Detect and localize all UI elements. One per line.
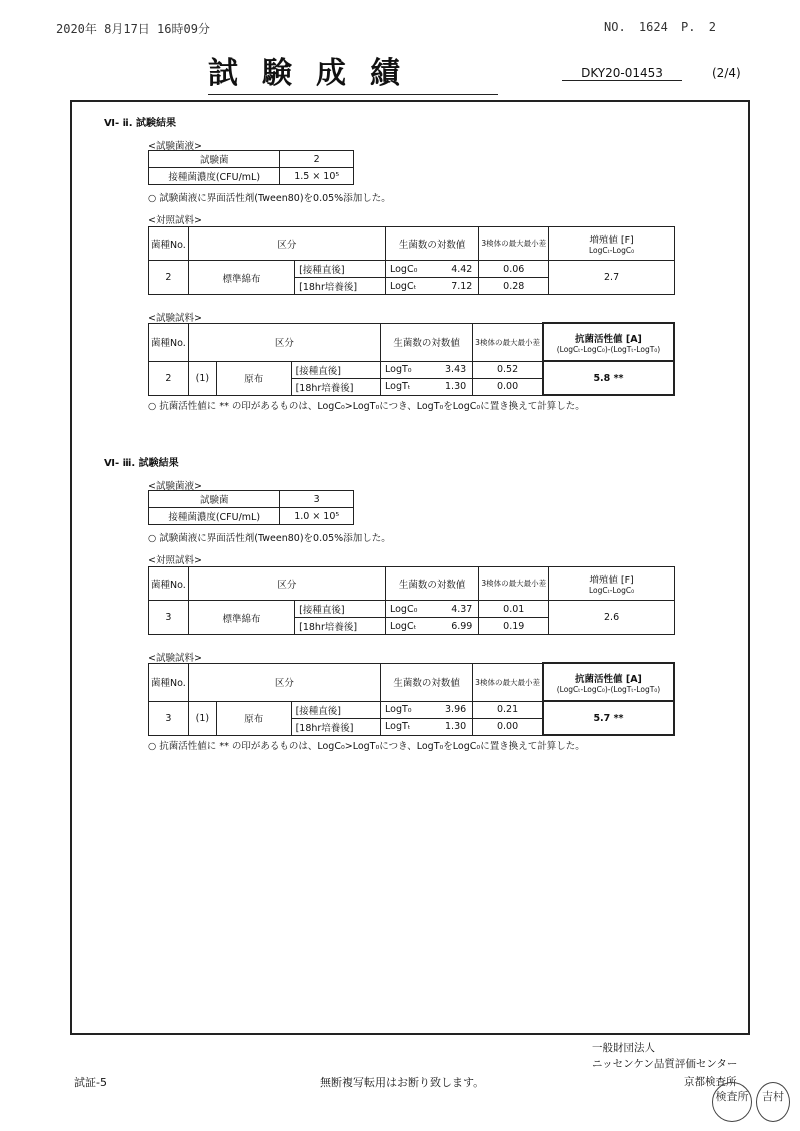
log-value: 4.42 [451,263,473,275]
sample-name: 標準綿布 [188,601,294,635]
growth-title: 増殖値 [F] [589,575,634,586]
growth-formula: LogCₜ-LogC₀ [588,586,635,595]
issuer-line-2: ニッセンケン品質評価センター [592,1058,738,1070]
activity-note: ○ 抗菌活性値に ** の印があるものは、LogC₀>LogT₀につき、LogT₀をLogC₀に置き換えて計算した。 [148,401,585,412]
inoculum-label: <試験菌液> [148,141,202,152]
control-label: <対照試料> [148,215,202,226]
log-value: 4.37 [451,603,473,615]
log-value: 1.30 [445,721,467,732]
test-bacteria-label: 試験菌 [149,491,280,508]
header-log-count: 生菌数の対数値 [381,323,473,361]
timing-after: [18hr培養後] [291,718,380,735]
log-value: 6.99 [451,620,473,632]
fax-number: NO. 1624 [604,20,668,34]
activity-title: 抗菌活性値 [A] [575,673,642,685]
test-label: <試験試料> [148,653,202,664]
log-value: 7.12 [451,280,473,292]
page-title: 試験成績 [208,48,498,95]
header-category: 区分 [188,227,385,261]
inoculum-note: ○ 試験菌液に界面活性剤(Tween80)を0.05%添加した。 [148,193,391,204]
document-number: DKY20-01453 [562,66,682,81]
activity-title: 抗菌活性値 [A] [575,333,642,345]
growth-value: 2.6 [549,601,675,635]
header-no: 菌種No. [149,227,189,261]
header-activity [543,663,674,701]
diff-after: 0.00 [473,378,543,395]
sample-name: 原布 [216,701,291,735]
header-activity [543,323,674,361]
growth-formula: LogCₜ-LogC₀ [588,246,635,255]
inoculum-table [148,150,354,185]
personal-seal-icon: 吉村 [756,1082,790,1122]
inoculum-label: <試験菌液> [148,481,202,492]
test-table [148,662,675,736]
timing-after: [18hr培養後] [295,618,386,635]
log-label: LogCₜ [389,620,417,632]
header-log-count: 生菌数の対数値 [385,567,478,601]
header-log-count: 生菌数の対数値 [385,227,478,261]
growth-value: 2.7 [549,261,675,295]
header-log-count: 生菌数の対数値 [381,663,473,701]
log-value: 1.30 [445,381,467,392]
growth-title: 増殖値 [F] [589,235,634,246]
activity-formula: (LogCₜ-LogC₀)-(LogTₜ-LogT₀) [556,684,661,694]
log-label: LogT₀ [385,364,412,375]
log-cell-after [385,618,478,635]
log-label: LogTₜ [385,721,411,732]
header-growth [549,567,675,601]
log-label: LogCₜ [389,280,417,292]
copy-notice: 無断複写転用はお断り致します。 [320,1076,485,1089]
control-table [148,226,675,295]
activity-note: ○ 抗菌活性値に ** の印があるものは、LogC₀>LogT₀につき、LogT₀をLogC₀に置き換えて計算した。 [148,741,585,752]
header-diff: 3検体の最大最小差 [473,663,543,701]
test-bacteria-value: 2 [280,151,354,168]
header-diff: 3検体の最大最小差 [473,323,543,361]
log-value: 3.43 [445,364,467,375]
inoculum-concentration-label: 接種菌濃度(CFU/mL) [149,168,280,185]
header-diff: 3検体の最大最小差 [479,567,549,601]
test-bacteria-label: 試験菌 [149,151,280,168]
timing-initial: [接種直後] [295,601,386,618]
control-table [148,566,675,635]
test-bacteria-value: 3 [280,491,354,508]
species-no: 3 [149,701,189,735]
inoculum-concentration-label: 接種菌濃度(CFU/mL) [149,508,280,525]
timing-after: [18hr培養後] [291,378,380,395]
timing-initial: [接種直後] [291,701,380,718]
log-cell-after [381,378,473,395]
log-cell-initial [381,361,473,378]
header-category: 区分 [188,663,380,701]
timing-after: [18hr培養後] [295,278,386,295]
sample-index: (1) [188,701,216,735]
log-cell-initial [385,601,478,618]
log-label: LogC₀ [389,603,418,615]
header-category: 区分 [188,567,385,601]
diff-initial: 0.52 [473,361,543,378]
activity-value: 5.7 ** [543,701,674,735]
fax-page: P. 2 [681,20,716,34]
log-cell-initial [385,261,478,278]
log-cell-after [381,718,473,735]
sample-name: 原布 [216,361,291,395]
diff-after: 0.00 [473,718,543,735]
activity-formula: (LogCₜ-LogC₀)-(LogTₜ-LogT₀) [556,344,661,354]
diff-after: 0.28 [479,278,549,295]
species-no: 2 [149,361,189,395]
header-no: 菌種No. [149,323,189,361]
log-cell-initial [381,701,473,718]
log-label: LogC₀ [389,263,418,275]
report-frame [70,100,750,1035]
test-table [148,322,675,396]
inoculum-table [148,490,354,525]
diff-initial: 0.01 [479,601,549,618]
inspection-seal-icon: 検査所 [712,1082,752,1122]
log-value: 3.96 [445,704,467,715]
fax-page-info [604,20,716,34]
form-id: 試証-5 [74,1076,107,1089]
header-no: 菌種No. [149,663,189,701]
control-label: <対照試料> [148,555,202,566]
issuer-line-3: 京都検査所 [684,1076,737,1088]
log-label: LogTₜ [385,381,411,392]
sample-index: (1) [188,361,216,395]
sample-name: 標準綿布 [188,261,294,295]
inoculum-note: ○ 試験菌液に界面活性剤(Tween80)を0.05%添加した。 [148,533,391,544]
page-indicator: (2/4) [712,66,741,80]
timing-initial: [接種直後] [291,361,380,378]
section-heading: Ⅵ- ⅱ. 試験結果 [104,118,176,129]
issuer-line-1: 一般財団法人 [592,1042,655,1054]
section-heading: Ⅵ- ⅲ. 試験結果 [104,458,179,469]
species-no: 3 [149,601,189,635]
activity-value: 5.8 ** [543,361,674,395]
header-no: 菌種No. [149,567,189,601]
inoculum-concentration-value: 1.5 × 10⁵ [280,168,354,185]
inoculum-concentration-value: 1.0 × 10⁵ [280,508,354,525]
species-no: 2 [149,261,189,295]
header-growth [549,227,675,261]
diff-after: 0.19 [479,618,549,635]
fax-timestamp: 2020年 8月17日 16時09分 [56,22,210,36]
timing-initial: [接種直後] [295,261,386,278]
test-label: <試験試料> [148,313,202,324]
diff-initial: 0.21 [473,701,543,718]
log-label: LogT₀ [385,704,412,715]
header-category: 区分 [188,323,380,361]
diff-initial: 0.06 [479,261,549,278]
header-diff: 3検体の最大最小差 [479,227,549,261]
log-cell-after [385,278,478,295]
